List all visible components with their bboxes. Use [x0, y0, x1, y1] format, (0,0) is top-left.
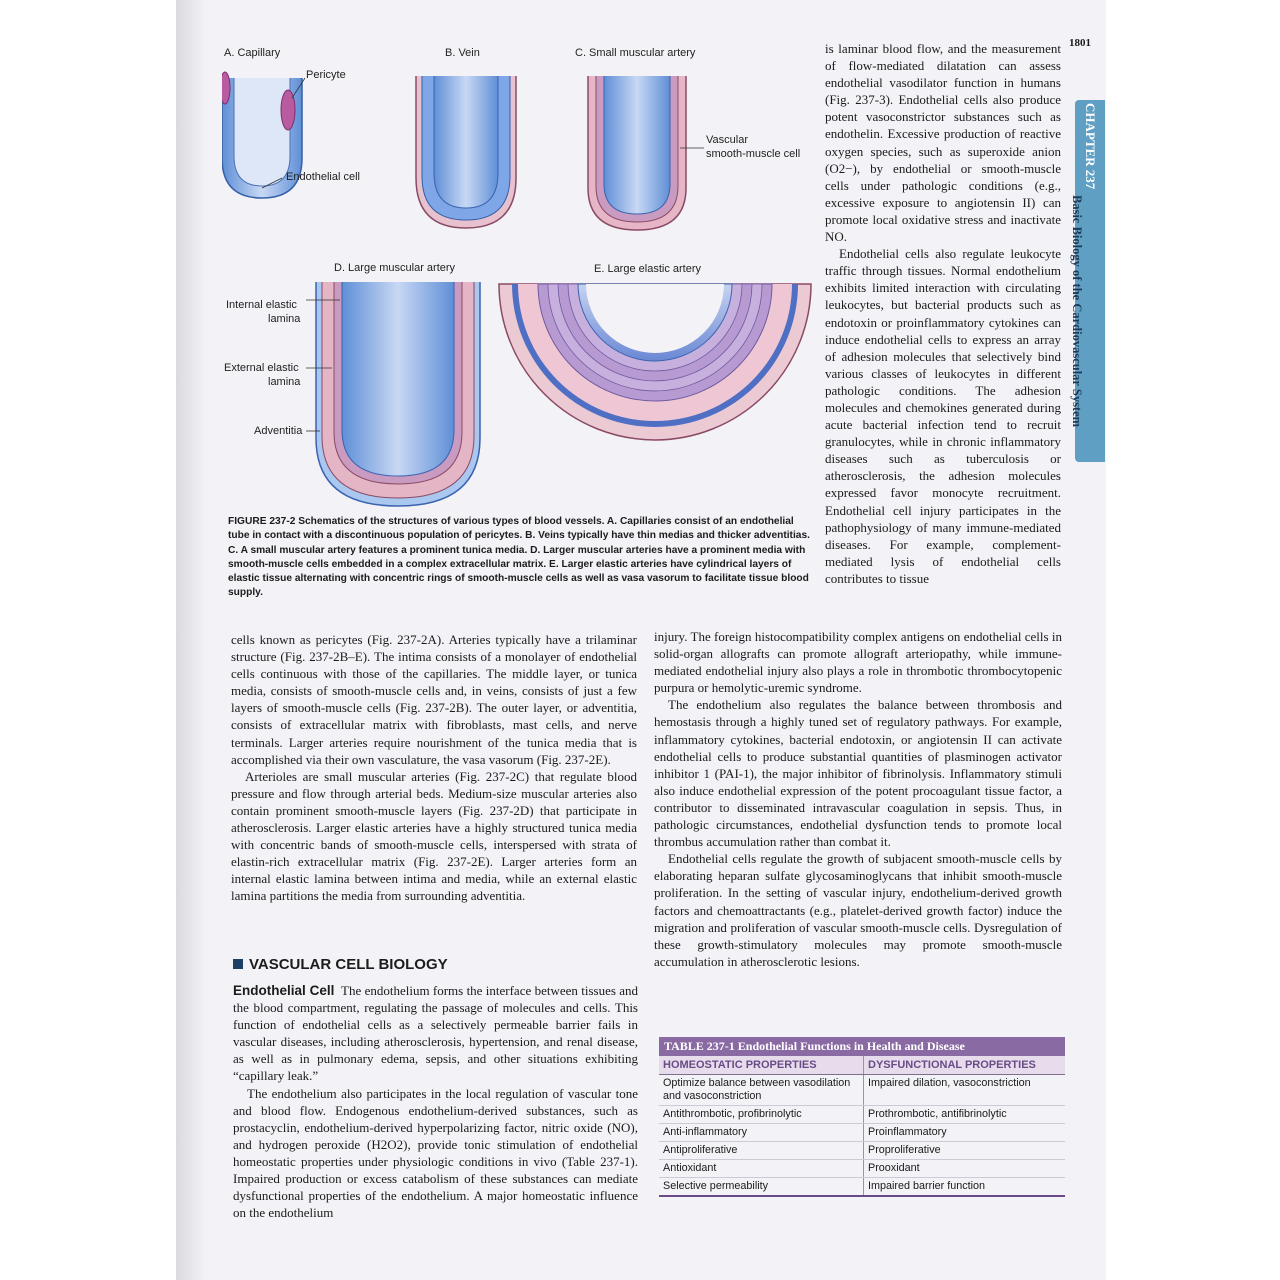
chapter-tab-label: CHAPTER 237	[1083, 103, 1098, 190]
table-row	[659, 1160, 1065, 1178]
endothelial-cell-label: Endothelial cell	[286, 171, 360, 183]
table-row	[659, 1178, 1065, 1197]
table-cell: Anti-inflammatory	[659, 1124, 864, 1141]
vascular-smc-label-2: smooth-muscle cell	[706, 148, 801, 160]
table-header-row	[659, 1056, 1065, 1075]
panel-e-label: E. Large elastic artery	[594, 263, 701, 275]
table-cell: Impaired dilation, vasoconstriction	[868, 1077, 1031, 1089]
vascular-smc-label-1: Vascular	[706, 134, 748, 146]
middle-paragraph-2: The endothelium also regulates the balance between thrombosis and hemostasis through a highly tuned set of regulatory pathways. For example, inflammatory cytokines, bacterial endotoxin, or angiotensin II can activate endothelial cells to produce substantial quantities of plasminogen activator inhibitor 1 (PAI-1), the major inhibitor of fibrinolysis. Inflammatory stimuli also induce endothelial expression of the potent procoagulant tissue factor, a contributor to disseminated intravascular coagulation in sepsis. Thus, in pathologic circumstances, endothelial dysfunction tends to promote local thrombus accumulation rather than combat it.	[654, 697, 1062, 850]
section-square-icon	[233, 959, 243, 969]
endothelial-cell-section	[233, 982, 638, 1221]
table-header-dysfunctional: DYSFUNCTIONAL PROPERTIES	[868, 1059, 1036, 1071]
table-cell: Prooxidant	[868, 1162, 920, 1174]
table-cell: Optimize balance between vasodilation and vasoconstriction	[659, 1075, 864, 1105]
figure-237-2	[222, 38, 812, 513]
panel-d-label: D. Large muscular artery	[334, 262, 456, 274]
section-paragraph-1: The endothelium forms the interface between tissues and the blood compartment, regulating the passage of molecules and cells. This function of endothelial cells as a selectively permeable barrier fails in vascular diseases, including atherosclerosis, hypertension, and renal disease, as well as in pulmonary edema, sepsis, and other situations exhibiting “capillary leak.”	[233, 983, 639, 1084]
table-cell: Impaired barrier function	[868, 1180, 986, 1192]
middle-paragraph-1: injury. The foreign histocompatibility complex antigens on endothelial cells in solid-organ allografts can promote allograft arteriopathy, while immune-mediated endothelial injury also plays a role in thrombotic thrombocytopenic purpura or hemolytic-uremic syndrome.	[654, 629, 1062, 696]
table-237-1	[659, 1037, 1065, 1197]
section-paragraph-2: The endothelium also participates in the local regulation of vascular tone and blood flow. Endogenous endothelium-derived substances, such as prostacyclin, endothelium-derived hyperpolarizing factor, nitric oxide (NO), and hydrogen peroxide (H2O2), provide tonic stimulation of endothelial homeostatic properties under physiologic conditions in vivo (Table 237-1). Impaired production or excess catabolism of these substances can mediate dysfunctional properties of the endothelium. A major homeostatic influence on the endothelium	[233, 1085, 638, 1221]
blood-vessel-schematics	[222, 38, 812, 513]
figure-caption: FIGURE 237-2 Schematics of the structures of various types of blood vessels. A. Capillaries consist of an endothelial tube in contact with a discontinuous population of pericytes. B. Veins typically have thin medias and thicker adventitias. C. A small muscular artery features a prominent tunica media. D. Larger muscular arteries have a prominent media with smooth-muscle cells embedded in a complex extracellular matrix. E. Larger elastic arteries have cylindrical layers of elastic tissue alternating with concentric rings of smooth-muscle cells as well as vasa vasorum to facilitate tissue blood supply.	[228, 516, 810, 599]
panel-c-label: C. Small muscular artery	[575, 47, 696, 59]
left-column-text	[231, 631, 637, 905]
table-cell: Antiproliferative	[659, 1142, 864, 1159]
table-header-homeostatic: HOMEOSTATIC PROPERTIES	[659, 1056, 864, 1074]
small-artery-drawing	[588, 76, 704, 230]
subhead-endothelial-cell: Endothelial Cell	[233, 983, 335, 998]
large-artery-drawing	[306, 282, 480, 506]
adventitia-label: Adventitia	[254, 425, 303, 437]
table-row	[659, 1124, 1065, 1142]
iel-label-2: lamina	[268, 313, 301, 325]
table-row	[659, 1142, 1065, 1160]
panel-b-label: B. Vein	[445, 47, 480, 59]
section-heading	[233, 956, 448, 973]
middle-column-text	[654, 628, 1062, 970]
left-paragraph-2: Arterioles are small muscular arteries (Fig. 237-2C) that regulate blood pressure and flow through arterial beds. Medium-size muscular arteries also contain prominent smooth-muscle layers (Fig. 237-2D) that participate in atherosclerosis. Larger elastic arteries have a highly structured tunica media with concentric bands of smooth-muscle cells, interspersed with strata of elastin-rich extracellular matrix (Fig. 237-2E). Larger arteries form an internal elastic lamina between intima and media, while an external elastic lamina partitions the media from surrounding adventitia.	[231, 768, 637, 904]
table-cell: Antioxidant	[659, 1160, 864, 1177]
right-paragraph-2: Endothelial cells also regulate leukocyte traffic through tissues. Normal endothelium exhibits limited interaction with circulating leukocytes, but bacterial products such as endotoxin or proinflammatory cytokines can induce endothelial cells to express an array of adhesion molecules that selectively bind various classes of leukocytes in different pathologic conditions. The adhesion molecules and chemokines generated during acute bacterial infection tend to recruit granulocytes, while in chronic inflammatory diseases such as tuberculosis or atherosclerosis, the adhesion molecules expressed favor monocyte recruitment. Endothelial cell injury participates in the pathophysiology of many immune-mediated diseases. For example, complement-mediated lysis of endothelial cells contributes to tissue	[825, 246, 1061, 586]
table-cell: Selective permeability	[659, 1178, 864, 1195]
left-paragraph-1: cells known as pericytes (Fig. 237-2A). Arteries typically have a trilaminar structure (Fig. 237-2B–E). The intima consists of a monolayer of endothelial cells continuous with those of the capillaries. The middle layer, or tunica media, consists of smooth-muscle cells and, in veins, consists of just a few layers of smooth-muscle cells (Fig. 237-2B). The outer layer, or adventitia, consists of extracellular matrix with fibroblasts, mast cells, and nerve terminals. Larger arteries require nourishment of the tunica media that is accomplished via their own vasculature, the vasa vasorum (Fig. 237-2E).	[231, 632, 637, 767]
eel-label-1: External elastic	[224, 362, 299, 374]
eel-label-2: lamina	[268, 376, 301, 388]
pericyte-label: Pericyte	[306, 69, 346, 81]
table-title: TABLE 237-1 Endothelial Functions in Health and Disease	[659, 1037, 1065, 1056]
table-cell: Antithrombotic, profibrinolytic	[659, 1106, 864, 1123]
chapter-title-vertical: Basic Biology of the Cardiovascular System	[1070, 195, 1084, 428]
panel-a-label: A. Capillary	[224, 47, 281, 59]
vein-drawing	[416, 76, 516, 228]
right-paragraph-1: is laminar blood flow, and the measurement of flow-mediated dilatation can assess endothelial vasodilator function in humans (Fig. 237-3). Endothelial cells also produce potent vasoconstrictor substances such as endothelin. Excessive production of reactive oxygen species, such as superoxide anion (O2−), by endothelial or smooth-muscle cells under pathologic conditions (e.g., excessive exposure to angiotensin II) can promote local oxidative stress and inactivate NO.	[825, 41, 1061, 245]
elastic-artery-drawing	[499, 284, 811, 440]
right-column-text	[825, 40, 1061, 587]
table-cell: Proinflammatory	[868, 1126, 947, 1138]
page-gutter-shadow	[176, 0, 206, 1280]
table-cell: Prothrombotic, antifibrinolytic	[868, 1108, 1007, 1120]
middle-paragraph-3: Endothelial cells regulate the growth of subjacent smooth-muscle cells by elaborating heparan sulfate glycosaminoglycans that inhibit smooth-muscle proliferation. In the setting of vascular injury, endothelium-derived growth factors and chemoattractants (e.g., platelet-derived growth factor) induce the migration and proliferation of vascular smooth-muscle cells. Dysregulation of these growth-stimulatory molecules may promote smooth-muscle accumulation in atherosclerotic lesions.	[654, 851, 1062, 969]
table-row	[659, 1075, 1065, 1106]
section-heading-text: VASCULAR CELL BIOLOGY	[249, 956, 448, 973]
iel-label-1: Internal elastic	[226, 299, 297, 311]
table-row	[659, 1106, 1065, 1124]
page-number: 1801	[1069, 37, 1091, 49]
table-cell: Proproliferative	[868, 1144, 941, 1156]
